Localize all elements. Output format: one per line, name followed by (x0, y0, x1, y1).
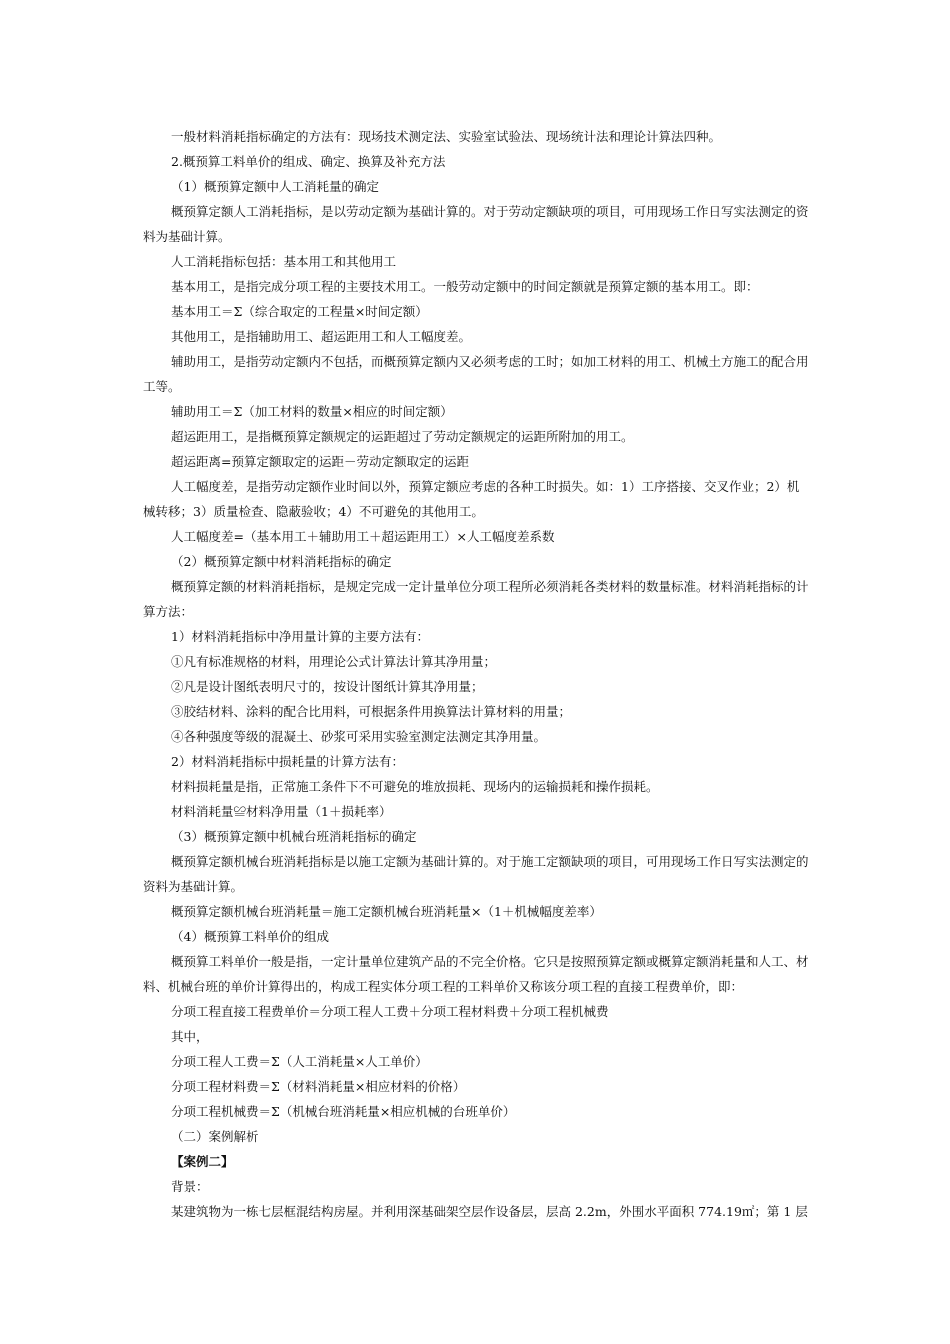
paragraph: 1）材料消耗指标中净用量计算的主要方法有： (171, 629, 429, 644)
subsection-heading: （4）概预算工料单价的组成 (171, 929, 329, 944)
formula: 人工幅度差=（基本用工＋辅助用工＋超运距用工）×人工幅度差系数 (171, 529, 555, 544)
paragraph: 某建筑物为一栋七层框混结构房屋。并利用深基础架空层作设备层，层高 2.2m，外围水平面积 774.19㎡；第 1 层 (171, 1204, 808, 1219)
formula: 超运距离=预算定额取定的运距－劳动定额取定的运距 (171, 454, 469, 469)
list-item: ③胶结材料、涂料的配合比用料，可根据条件用换算法计算材料的用量； (171, 704, 572, 719)
paragraph: 人工消耗指标包括：基本用工和其他用工 (171, 254, 397, 269)
list-item: ①凡有标准规格的材料，用理论公式计算法计算其净用量； (171, 654, 497, 669)
paragraph: 概预算工料单价一般是指，一定计量单位建筑产品的不完全价格。它只是按照预算定额或概算定额消耗量和人工、材料、机械台班的单价计算得出的，构成工程实体分项工程的工料单价又称该分项工程的直接工程费单价，即： (143, 954, 809, 994)
section-heading: 2.概预算工料单价的组成、确定、换算及补充方法 (171, 154, 446, 169)
formula: 基本用工＝Σ（综合取定的工程量×时间定额） (171, 304, 428, 319)
subsection-heading: （3）概预算定额中机械台班消耗指标的确定 (171, 829, 417, 844)
paragraph: 材料损耗量是指，正常施工条件下不可避免的堆放损耗、现场内的运输损耗和操作损耗。 (171, 779, 659, 794)
formula: 概预算定额机械台班消耗量＝施工定额机械台班消耗量×（1＋机械幅度差率） (171, 904, 602, 919)
formula: 分项工程材料费＝Σ（材料消耗量×相应材料的价格） (171, 1079, 466, 1094)
paragraph: 基本用工，是指完成分项工程的主要技术用工。一般劳动定额中的时间定额就是预算定额的基本用工。即： (171, 279, 759, 294)
section-heading: （二）案例解析 (171, 1129, 259, 1144)
paragraph: 其中， (171, 1029, 209, 1044)
formula: 分项工程机械费＝Σ（机械台班消耗量×相应机械的台班单价） (171, 1104, 516, 1119)
paragraph: 其他用工，是指辅助用工、超运距用工和人工幅度差。 (171, 329, 472, 344)
subsection-heading: （2）概预算定额中材料消耗指标的确定 (171, 554, 392, 569)
case-heading: 【案例二】 (171, 1154, 234, 1169)
formula: 辅助用工＝Σ（加工材料的数量×相应的时间定额） (171, 404, 453, 419)
paragraph: 背景： (171, 1179, 209, 1194)
paragraph: 人工幅度差，是指劳动定额作业时间以外，预算定额应考虑的各种工时损失。如：1）工序搭接、交叉作业；2）机械转移；3）质量检查、隐蔽验收；4）不可避免的其他用工。 (143, 479, 800, 519)
paragraph: 一般材料消耗指标确定的方法有：现场技术测定法、实验室试验法、现场统计法和理论计算法四种。 (171, 129, 722, 144)
formula: 分项工程人工费＝Σ（人工消耗量×人工单价） (171, 1054, 428, 1069)
formula: 材料消耗量≌材料净用量（1＋损耗率） (171, 804, 392, 819)
paragraph: 概预算定额的材料消耗指标，是规定完成一定计量单位分项工程所必须消耗各类材料的数量标准。材料消耗指标的计算方法： (143, 579, 809, 619)
paragraph: 超运距用工，是指概预算定额规定的运距超过了劳动定额规定的运距所附加的用工。 (171, 429, 634, 444)
list-item: ②凡是设计图纸表明尺寸的，按设计图纸计算其净用量； (171, 679, 484, 694)
paragraph: 辅助用工，是指劳动定额内不包括，而概预算定额内又必须考虑的工时；如加工材料的用工、机械土方施工的配合用工等。 (143, 354, 809, 394)
document-body (143, 124, 809, 1224)
paragraph: 概预算定额人工消耗指标，是以劳动定额为基础计算的。对于劳动定额缺项的项目，可用现场工作日写实法测定的资料为基础计算。 (143, 204, 809, 244)
paragraph: 2）材料消耗指标中损耗量的计算方法有： (171, 754, 404, 769)
paragraph: 概预算定额机械台班消耗指标是以施工定额为基础计算的。对于施工定额缺项的项目，可用现场工作日写实法测定的资料为基础计算。 (143, 854, 809, 894)
formula: 分项工程直接工程费单价＝分项工程人工费＋分项工程材料费＋分项工程机械费 (171, 1004, 609, 1019)
subsection-heading: （1）概预算定额中人工消耗量的确定 (171, 179, 379, 194)
list-item: ④各种强度等级的混凝土、砂浆可采用实验室测定法测定其净用量。 (171, 729, 547, 744)
